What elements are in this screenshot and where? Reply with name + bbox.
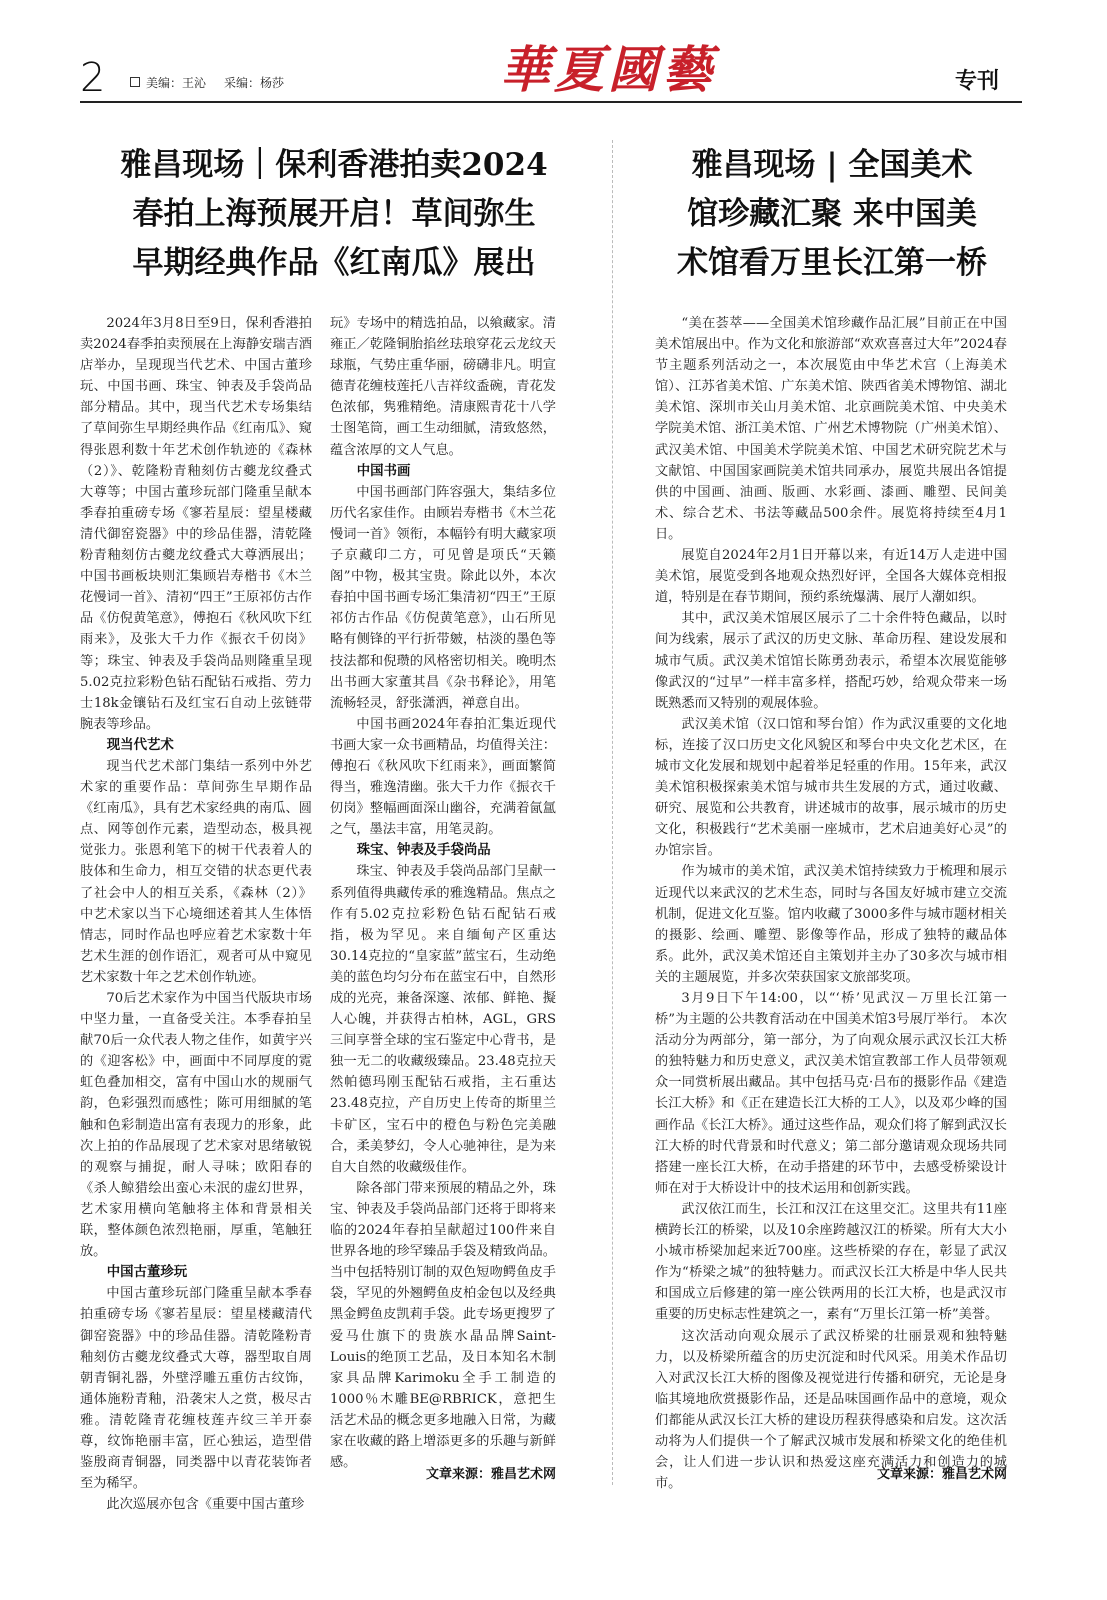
left-article-source: 文章来源：雅昌艺术网 — [425, 1467, 556, 1482]
checkbox-icon — [130, 77, 140, 87]
left-article-column-1 — [80, 313, 312, 1513]
body-paragraph: “美在荟萃——全国美术馆珍藏作品汇展”目前正在中国美术馆展出中。作为文化和旅游部“欢欢喜喜过大年”2024春节主题系列活动之一，本次展览由中华艺术宫（上海美术馆）、江苏省美术馆、广东美术馆、陕西省美术博物馆、湖北美术馆、深圳市关山月美术馆、北京画院美术馆、中央美术学院美术馆、浙江美术馆、广州艺术博物院（广州美术馆）、武汉美术馆、中国美术学院美术馆、中国艺术研究院艺术与文献馆、中国国家画院美术馆共同承办，展览共展出各馆提供的中国画、油画、版画、水彩画、漆画、雕塑、民间美术、综合艺术、书法等藏品500余件。展览将持续至4月1日。 — [655, 316, 1007, 542]
left-article-column-2 — [330, 313, 556, 1471]
section-heading: 中国古董珍玩 — [106, 1265, 188, 1281]
body-paragraph: 作为城市的美术馆，武汉美术馆持续致力于梳理和展示近现代以来武汉的艺术生态，同时与各国友好城市建立交流机制，促进文化互鉴。馆内收藏了3000多件与城市题材相关的摄影、绘画、雕塑、影像等作品，形成了独特的藏品体系。此外，武汉美术馆还自主策划并主办了30多次与城市相关的主题展览，并多次荣获国家文旅部奖项。 — [655, 864, 1007, 985]
publication-logo: 華夏國藝 — [500, 40, 716, 99]
body-paragraph: 2024年3月8日至9日，保利香港拍卖2024春季拍卖预展在上海静安瑞吉酒店举办，呈现现当代艺术、中国古董珍玩、中国书画、珠宝、钟表及手袋尚品部分精品。其中，现当代艺术专场集结了草间弥生早期经典作品《红南瓜》、窥得张恩利数十年艺术创作轨迹的《森林（2）》、乾隆粉青釉刻仿古夔龙纹叠式大尊等；中国古董珍玩部门隆重呈献本季春拍重磅专场《寥若星辰：望星楼藏清代御窑瓷器》中的珍品佳器，清乾隆粉青釉刻仿古夔龙纹叠式大尊洒展出；中国书画板块则汇集顾岩寿楷书《木兰花慢词一首》、清初“四王”王原祁仿古作品《仿倪黄笔意》，傅抱石《秋风吹下红雨来》，及张大千力作《振衣千仞岗》等；珠宝、钟表及手袋尚品则隆重呈现5.02克拉彩粉色钻石配钻石戒指、劳力士18k金镶钻石及红宝石自动上弦链带腕表等珍品。 — [80, 316, 312, 732]
headline-line: 雅昌现场｜保利香港拍卖2024 — [120, 147, 548, 183]
page-number: 2 — [80, 55, 106, 101]
body-paragraph: 此次巡展亦包含《重要中国古董珍 — [106, 1497, 305, 1513]
section-tag: 专刊 — [955, 69, 1000, 94]
header-rule — [80, 101, 1022, 103]
right-article-source: 文章来源：雅昌艺术网 — [876, 1467, 1007, 1482]
body-paragraph: 3月9日下午14:00，以“‘桥’见武汉－万里长江第一桥”为主题的公共教育活动在中国美术馆3号展厅举行。 本次活动分为两部分，第一部分，为了向观众展示武汉长江大桥的独特魅力和历史意义，武汉美术馆宣教部工作人员带领观众一同赏析展出藏品。其中包括马克·吕布的摄影作品《建造长江大桥》和《正在建造长江大桥的工人》，以及邓少峰的国画作品《长江大桥》。通过这些作品，观众们将了解到武汉长江大桥的时代背景和时代意义；第二部分邀请观众现场共同搭建一座长江大桥，在动手搭建的环节中，去感受桥梁设计师在对于大桥设计中的技术运用和创新实践。 — [655, 991, 1007, 1196]
headline-line: 春拍上海预展开启！草间弥生 — [132, 196, 536, 232]
body-paragraph: 除各部门带来预展的精品之外，珠宝、钟表及手袋尚品部门还将于即将来临的2024年春拍呈献超过100件来自世界各地的珍罕臻品手袋及精致尚品。当中包括特别订制的双色短吻鳄鱼皮手袋，罕见的外翘鳄鱼皮柏金包以及经典黑金鳄鱼皮凯莉手袋。此专场更搜罗了爱马仕旗下的贵族水晶品牌Saint-Louis的绝顶工艺品，及日本知名木制家具品牌Karimoku全手工制造的1000％木雕BE@RBRICK，意把生活艺术品的概念更多地融入日常，为藏家在收藏的路上增添更多的乐趣与新鲜感。 — [330, 1180, 556, 1471]
section-heading: 珠宝、钟表及手袋尚品 — [356, 843, 491, 859]
copy-editor-credit: 采编：杨莎 — [224, 76, 285, 90]
section-heading: 中国书画 — [356, 463, 411, 479]
headline-line: 早期经典作品《红南瓜》展出 — [132, 245, 536, 281]
body-paragraph: 中国古董珍玩部门隆重呈献本季春拍重磅专场《寥若星辰：望星楼藏清代御窑瓷器》中的珍品佳器。清乾隆粉青釉刻仿古夔龙纹叠式大尊，器型取自周朝青铜礼器，外壁浮雕五重仿古纹饰，通体施粉青釉，沿袭宋人之赏，极尽古雅。清乾隆青花缠枝莲卉纹三羊开泰尊，纹饰艳丽丰富，匠心独运，造型借鉴殷商青铜器，同类器中以青花装饰者至为稀罕。 — [80, 1286, 312, 1492]
right-article-headline — [643, 141, 1021, 288]
body-paragraph: 这次活动向观众展示了武汉桥梁的壮丽景观和独特魅力，以及桥梁所蕴含的历史沉淀和时代风采。用美术作品切入对武汉长江大桥的图像及视觉进行传播和研究，无论是身临其境地欣赏摄影作品，还是品味国画作品中的意境，观众们都能从武汉长江大桥的建设历程获得感染和启发。这次活动将为人们提供一个了解武汉城市发展和桥梁文化的绝佳机会，让人们进一步认识和热爱这座充满活力和创造力的城市。 — [655, 1328, 1007, 1492]
left-article-headline — [80, 141, 588, 288]
body-paragraph: 中国书画2024年春拍汇集近现代书画大家一众书画精品，均值得关注：傅抱石《秋风吹下红雨来》，画面繁简得当，雅逸清幽。张大千力作《振衣千仞岗》整幅画面深山幽谷，充满着氤氲之气，墨法丰富，用笔灵韵。 — [330, 716, 556, 838]
body-paragraph: 武汉依江而生，长江和汉江在这里交汇。这里共有11座横跨长江的桥梁，以及10余座跨越汉江的桥梁。所有大大小小城市桥梁加起来近700座。这些桥梁的存在，彰显了武汉作为“桥梁之城”的独特魅力。而武汉长江大桥是中华人民共和国成立后修建的第一座公铁两用的长江大桥，也是武汉市重要的历史标志性建筑之一，素有“万里长江第一桥”美誉。 — [655, 1201, 1007, 1323]
body-paragraph: 70后艺术家作为中国当代版块市场中坚力量，一直备受关注。本季春拍呈献70后一众代表人物之佳作，如黄宇兴的《迎客松》中，画面中不同厚度的霓虹色叠加相交，富有中国山水的规丽气韵，色彩强烈而感性；陈可用细腻的笔触和色彩制造出富有表现力的形象，此次上拍的作品展现了艺术家对思绪敏锐的观察与捕捉，耐人寻味；欧阳春的《杀人鲸猎绘出蛮心未泯的虚幻世界，艺术家用横向笔触将主体和背景相关联，整体颜色浓烈艳丽，厚重，笔触狂放。 — [80, 991, 312, 1260]
masthead — [0, 0, 1107, 110]
headline-line: 术馆看万里长江第一桥 — [677, 245, 987, 281]
body-paragraph: 玩》专场中的精选拍品，以飨藏家。清雍正／乾隆铜胎掐丝珐琅穿花云龙纹天球瓶，气势庄重华丽，磅礴非凡。明宣德青花缠枝莲托八吉祥纹盉碗，青花发色浓郁，隽雅精绝。清康熙青花十八学士图笔筒，画工生动细腻，清致悠然，蕴含浓厚的文人气息。 — [330, 316, 556, 458]
credits — [130, 76, 284, 90]
headline-line: 馆珍藏汇聚 来中国美 — [687, 196, 977, 232]
body-paragraph: 中国书画部门阵容强大，集结多位历代名家佳作。由顾岩寿楷书《木兰花慢词一首》领衔，本幅钤有明大藏家项子京藏印二方，可见曾是项氏“天籁阁”中物，极其宝贵。除此以外，本次春拍中国书画专场汇集清初“四王”王原祁仿古作品《仿倪黄笔意》，山石所见略有侧锋的平行折带皴，枯淡的墨色等技法都和倪瓒的风格密切相关。晚明杰出书画大家董其昌《杂书释论》，用笔流畅轻灵，舒张潇洒，禅意自出。 — [330, 484, 556, 711]
section-heading: 现当代艺术 — [106, 737, 174, 753]
body-paragraph: 武汉美术馆（汉口馆和琴台馆）作为武汉重要的文化地标，连接了汉口历史文化风貌区和琴台中央文化艺术区，在城市文化发展和规划中起着举足轻重的作用。15年来，武汉美术馆积极探索美术馆与城市共生发展的方式，通过收藏、研究、展览和公共教育，讲述城市的故事，展示城市的历史文化，积极践行“艺术美丽一座城市，艺术启迪美好心灵”的办馆宗旨。 — [655, 716, 1007, 859]
editor-credit: 美编：王沁 — [146, 76, 207, 90]
body-paragraph: 展览自2024年2月1日开幕以来，有近14万人走进中国美术馆，展览受到各地观众热烈好评，全国各大媒体竞相报道，特别是在春节期间，预约系统爆满、展厅人潮如织。 — [655, 548, 1007, 606]
column-divider — [612, 140, 613, 1485]
body-paragraph: 珠宝、钟表及手袋尚品部门呈献一系列值得典藏传承的雅逸精品。焦点之作有5.02克拉彩粉色钻石配钻石戒指，极为罕见。来自缅甸产区重达30.14克拉的“皇家蓝”蓝宝石，生动绝美的蓝色均匀分布在蓝宝石中，自然形成的光亮，兼备深邃、浓郁、鲜艳、擬人心魄，并获得古柏林，AGL，GRS三间享誉全球的宝石鉴定中心背书，是独一无二的收藏级臻品。23.48克拉天然帕德玛刚玉配钻石戒指，主石重达23.48克拉，产自历史上传奇的斯里兰卡矿区，宝石中的橙色与粉色完美融合，柔美梦幻，令人心驰神往，是为来自大自然的收藏级佳作。 — [330, 864, 556, 1175]
headline-line: 雅昌现场 | 全国美术 — [691, 147, 973, 183]
body-paragraph: 其中，武汉美术馆展区展示了二十余件特色藏品，以时间为线索，展示了武汉的历史文脉、革命历程、建设发展和城市气质。武汉美术馆馆长陈勇劲表示，希望本次展览能够像武汉的“过早”一样丰富多样，搭配巧妙，给观众带来一场既熟悉而又特别的观展体验。 — [655, 611, 1007, 711]
body-paragraph: 现当代艺术部门集结一系列中外艺术家的重要作品：草间弥生早期作品《红南瓜》，具有艺术家经典的南瓜、圆点、网等创作元素，造型动态，极具视觉张力。张恩利笔下的树干代表着人的肢体和生命力，相互交错的状态更代表了社会中人的相互关系，《森林（2）》中艺术家以当下心境细述着其人生体悟情志，同时作品也呼应着艺术家数十年艺术生涯的创作语汇，观者可从中窥见艺术家数十年之艺术创作轨迹。 — [80, 758, 312, 985]
